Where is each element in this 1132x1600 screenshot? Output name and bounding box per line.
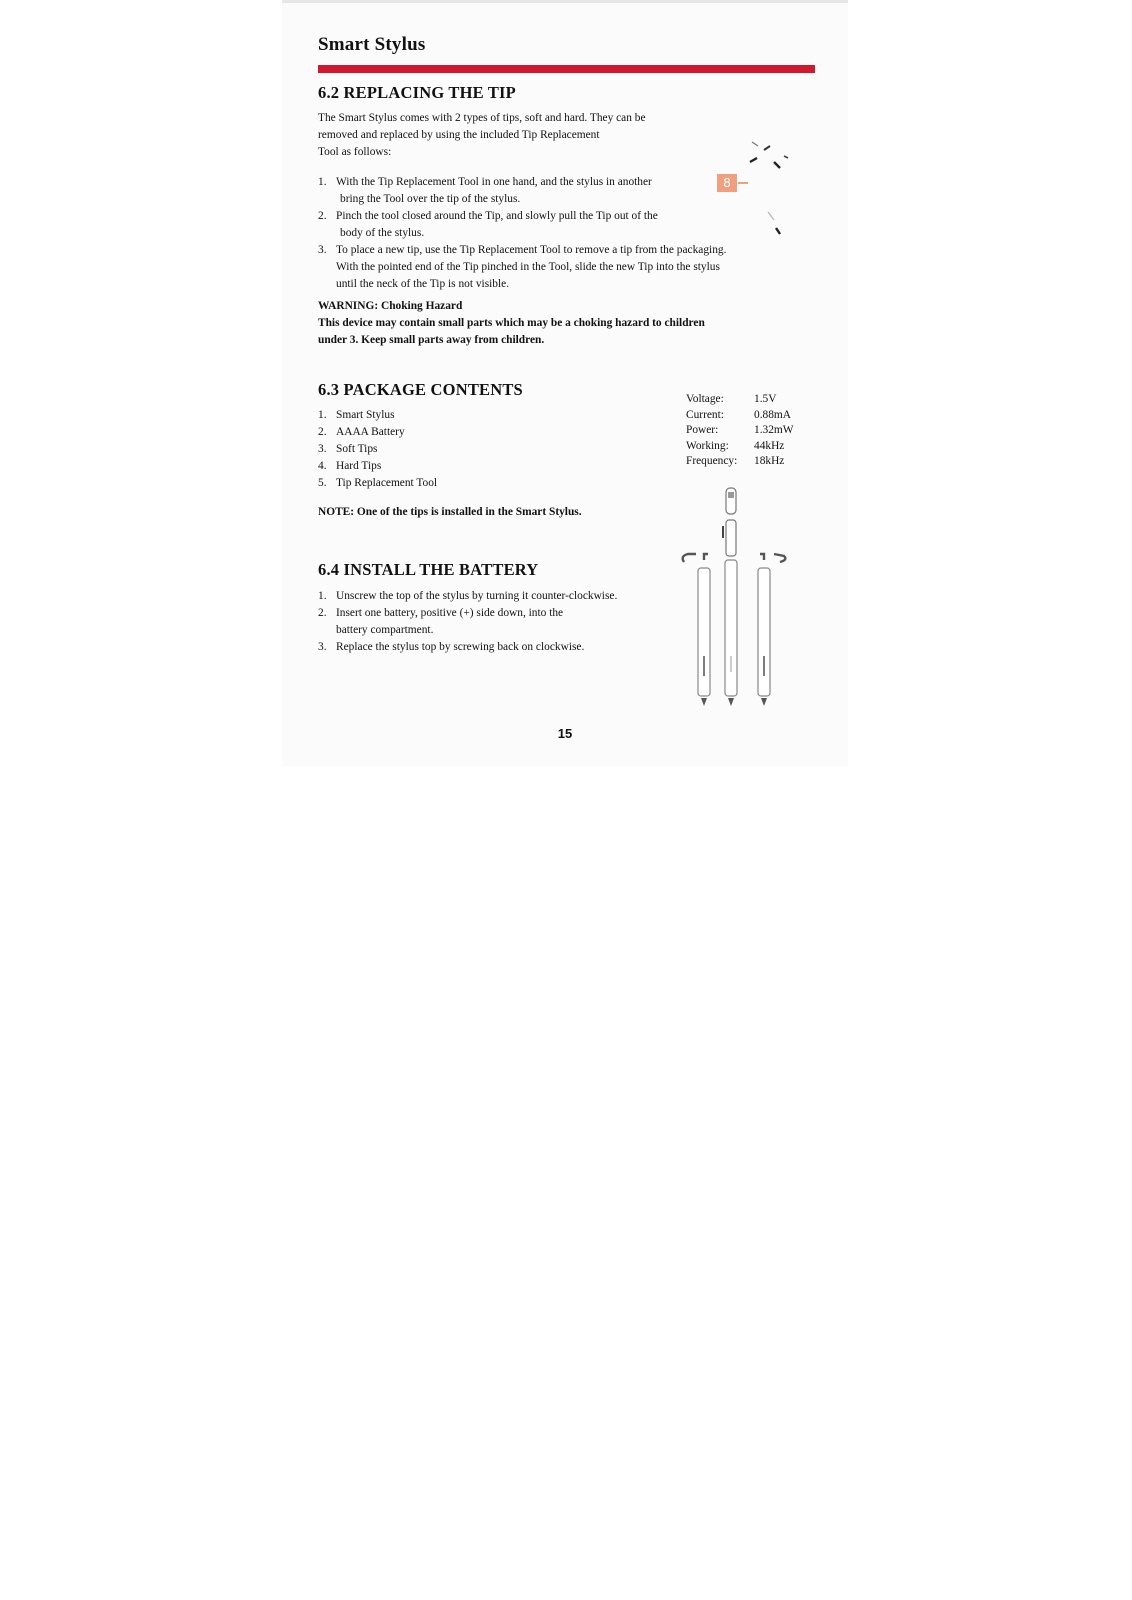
- step-number: 1.: [318, 590, 327, 602]
- step-number: 1.: [318, 176, 327, 188]
- package-note: NOTE: One of the tips is installed in the Smart Stylus.: [318, 506, 582, 518]
- section-intro: [318, 110, 718, 161]
- item-number: 4.: [318, 460, 327, 472]
- item-label: AAAA Battery: [336, 426, 405, 438]
- step-line: With the pointed end of the Tip pinched in the Tool, slide the new Tip into the stylus: [336, 261, 720, 273]
- spec-value: 18kHz: [754, 455, 785, 467]
- spec-key: Working:: [686, 439, 729, 452]
- list-item: [318, 208, 818, 242]
- step-number: 2.: [318, 210, 327, 222]
- page-number: 15: [557, 726, 573, 741]
- list-item: [318, 639, 678, 656]
- step-line: To place a new tip, use the Tip Replacement Tool to remove a tip from the packaging.: [336, 244, 727, 256]
- spec-value: 1.5V: [754, 393, 777, 405]
- list-item: [318, 588, 678, 605]
- item-label: Soft Tips: [336, 443, 378, 455]
- list-item: [318, 458, 658, 475]
- spec-row: [686, 423, 794, 439]
- figure-callout-badge: 8: [717, 174, 737, 192]
- stylus-battery-illustration: [678, 486, 808, 726]
- list-item: [318, 441, 658, 458]
- warning-line: under 3. Keep small parts away from children.: [318, 334, 545, 346]
- list-item: [318, 605, 678, 639]
- spec-key: Voltage:: [686, 393, 724, 405]
- step-line: Unscrew the top of the stylus by turning it counter-clockwise.: [336, 590, 618, 602]
- step-line: Insert one battery, positive (+) side down, into the: [336, 607, 564, 619]
- spec-key: Current:: [686, 408, 724, 421]
- spec-row: [686, 392, 794, 408]
- spec-row: [686, 454, 794, 470]
- item-label: Tip Replacement Tool: [336, 477, 438, 489]
- spec-row: [686, 408, 794, 424]
- step-line: body of the stylus.: [340, 227, 425, 239]
- section-heading-replacing-tip: 6.2 REPLACING THE TIP: [318, 83, 516, 102]
- spec-key: Frequency:: [686, 455, 738, 467]
- spec-key: Power:: [686, 424, 719, 436]
- section-heading-install-battery: 6.4 INSTALL THE BATTERY: [318, 560, 539, 579]
- step-line: battery compartment.: [336, 624, 434, 636]
- item-number: 1.: [318, 409, 327, 421]
- spec-table: [686, 392, 794, 470]
- intro-line: removed and replaced by using the included Tip Replacement: [318, 129, 600, 141]
- item-label: Smart Stylus: [336, 409, 395, 421]
- step-line: Pinch the tool closed around the Tip, and slowly pull the Tip out of the: [336, 210, 658, 222]
- warning-line: This device may contain small parts which may be a choking hazard to children: [318, 317, 705, 329]
- intro-line: The Smart Stylus comes with 2 types of tips, soft and hard. They can be: [318, 112, 646, 124]
- step-line: With the Tip Replacement Tool in one hand, and the stylus in another: [336, 176, 652, 188]
- item-number: 2.: [318, 426, 327, 438]
- step-line: Replace the stylus top by screwing back on clockwise.: [336, 641, 585, 653]
- item-number: 5.: [318, 477, 327, 489]
- title-rule: [318, 65, 815, 73]
- manual-page: [282, 0, 848, 766]
- tip-tool-illustration: [744, 136, 804, 244]
- list-item: [318, 242, 818, 293]
- step-number: 3.: [318, 244, 327, 256]
- spec-value: 0.88mA: [754, 408, 792, 421]
- spec-value: 1.32mW: [754, 424, 794, 436]
- list-item: [318, 475, 658, 492]
- step-number: 3.: [318, 641, 327, 653]
- warning-block: [318, 298, 818, 349]
- battery-steps-list: [318, 588, 678, 656]
- document-title: Smart Stylus: [318, 34, 426, 55]
- intro-line: Tool as follows:: [318, 146, 392, 158]
- list-item: [318, 424, 658, 441]
- package-contents-list: [318, 407, 658, 492]
- item-label: Hard Tips: [336, 460, 382, 472]
- step-line: bring the Tool over the tip of the stylus.: [340, 193, 521, 205]
- spec-value: 44kHz: [754, 439, 785, 452]
- step-line: until the neck of the Tip is not visible.: [336, 278, 510, 290]
- section-heading-package-contents: 6.3 PACKAGE CONTENTS: [318, 380, 523, 399]
- list-item: [318, 174, 818, 208]
- step-number: 2.: [318, 607, 327, 619]
- item-number: 3.: [318, 443, 327, 455]
- spec-row: [686, 439, 794, 455]
- list-item: [318, 407, 658, 424]
- top-edge: [282, 0, 848, 3]
- warning-title: WARNING: Choking Hazard: [318, 300, 463, 312]
- replace-steps-list: [318, 174, 818, 293]
